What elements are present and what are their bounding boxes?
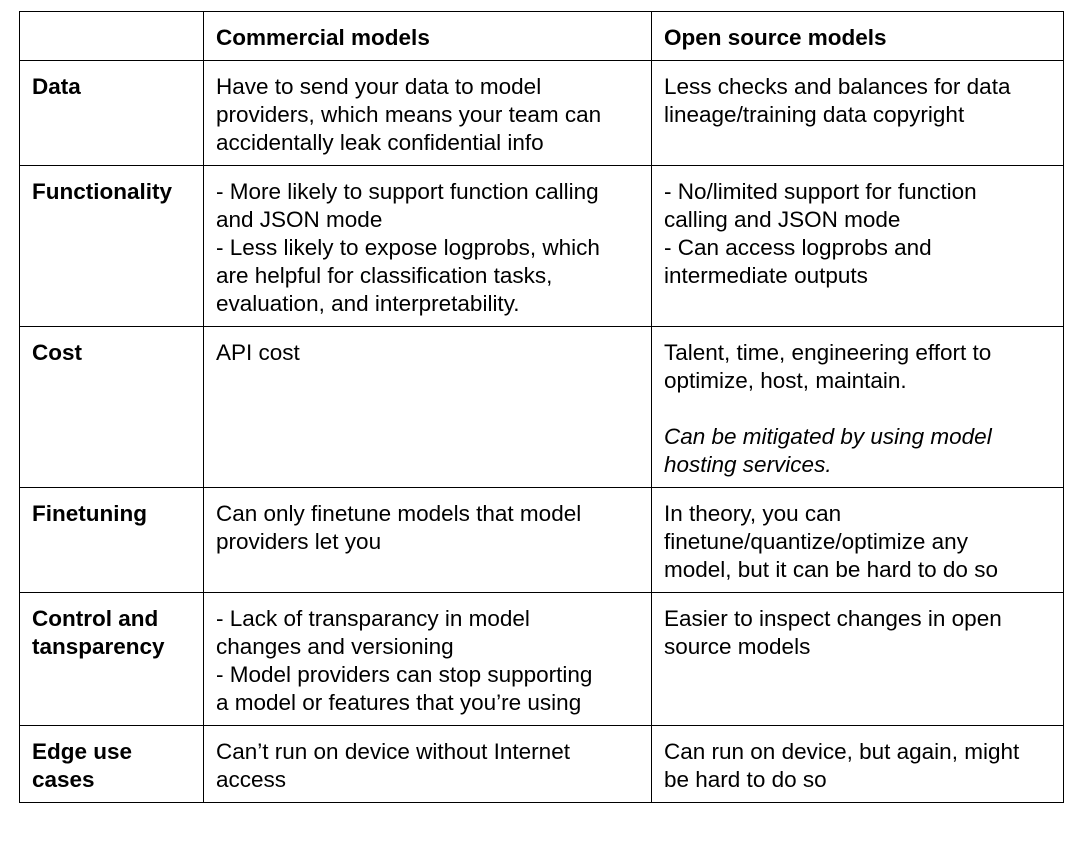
commercial-cell (204, 488, 652, 593)
table-row-cost (20, 327, 1064, 488)
cell-text-line: Functionality (32, 179, 172, 204)
cell-text-line: changes and versioning (216, 634, 454, 659)
cell-text-line: tansparency (32, 634, 165, 659)
cell-text-line: and JSON mode (216, 207, 383, 232)
cell-text-line: optimize, host, maintain. (664, 368, 907, 393)
table-row-finetuning (20, 488, 1064, 593)
cell-text-line: Can run on device, but again, might (664, 739, 1020, 764)
row-label-cell (20, 166, 204, 327)
table-row-control-and-transparency (20, 593, 1064, 726)
table-row-edge-use-cases (20, 726, 1064, 803)
commercial-cell (204, 593, 652, 726)
cell-text-line: access (216, 767, 287, 792)
commercial-cell (204, 166, 652, 327)
header-open-source-models: Open source models (652, 12, 1064, 61)
header-commercial-models: Commercial models (204, 12, 652, 61)
cell-text-line: providers, which means your team can (216, 102, 602, 127)
row-label-cell (20, 61, 204, 166)
cell-text-line: Edge use (32, 739, 133, 764)
cell-text-line: providers let you (216, 529, 382, 554)
cell-text-line: lineage/training data copyright (664, 102, 965, 127)
cell-note-line: hosting services. (664, 452, 832, 477)
open-source-cell (652, 327, 1064, 488)
cell-text-line: Have to send your data to model (216, 74, 542, 99)
commercial-cell (204, 327, 652, 488)
header-corner-cell (20, 12, 204, 61)
row-label-cell (20, 726, 204, 803)
cell-text-line: - Model providers can stop supporting (216, 662, 593, 687)
cell-text-line: finetune/quantize/optimize any (664, 529, 968, 554)
cell-text-line: be hard to do so (664, 767, 827, 792)
cell-text-line: - No/limited support for function (664, 179, 977, 204)
commercial-cell (204, 61, 652, 166)
cell-text-line: are helpful for classification tasks, (216, 263, 553, 288)
cell-text-line: calling and JSON mode (664, 207, 901, 232)
comparison-table (19, 11, 1064, 803)
header-row (20, 12, 1064, 61)
open-source-cell (652, 726, 1064, 803)
open-source-cell (652, 488, 1064, 593)
table-row-data (20, 61, 1064, 166)
cell-text-line: source models (664, 634, 811, 659)
cell-text-line: - Lack of transparancy in model (216, 606, 530, 631)
cell-text-line: - Less likely to expose logprobs, which (216, 235, 600, 260)
table-row-functionality (20, 166, 1064, 327)
cell-text-line: Data (32, 74, 81, 99)
cell-note-line: Can be mitigated by using model (664, 424, 992, 449)
note-spacer (664, 395, 1053, 423)
cell-text-line: - Can access logprobs and (664, 235, 932, 260)
cell-text-line: Control and (32, 606, 159, 631)
cell-text-line: Less checks and balances for data (664, 74, 1011, 99)
table-body (20, 61, 1064, 803)
cell-text-line: evaluation, and interpretability. (216, 291, 520, 316)
cell-text-line: intermediate outputs (664, 263, 868, 288)
cell-text-line: - More likely to support function calling (216, 179, 599, 204)
cell-text-line: Cost (32, 340, 82, 365)
open-source-cell (652, 593, 1064, 726)
cell-text-line: a model or features that you’re using (216, 690, 582, 715)
cell-text-line: In theory, you can (664, 501, 842, 526)
row-label-cell (20, 327, 204, 488)
cell-text-line: accidentally leak confidential info (216, 130, 544, 155)
open-source-cell (652, 61, 1064, 166)
cell-text-line: model, but it can be hard to do so (664, 557, 998, 582)
cell-text-line: Can’t run on device without Internet (216, 739, 570, 764)
cell-text-line: Finetuning (32, 501, 147, 526)
row-label-cell (20, 488, 204, 593)
commercial-cell (204, 726, 652, 803)
cell-text-line: Easier to inspect changes in open (664, 606, 1002, 631)
cell-text-line: Talent, time, engineering effort to (664, 340, 992, 365)
cell-text-line: cases (32, 767, 95, 792)
cell-text-line: Can only finetune models that model (216, 501, 582, 526)
open-source-cell (652, 166, 1064, 327)
row-label-cell (20, 593, 204, 726)
cell-text-line: API cost (216, 340, 300, 365)
